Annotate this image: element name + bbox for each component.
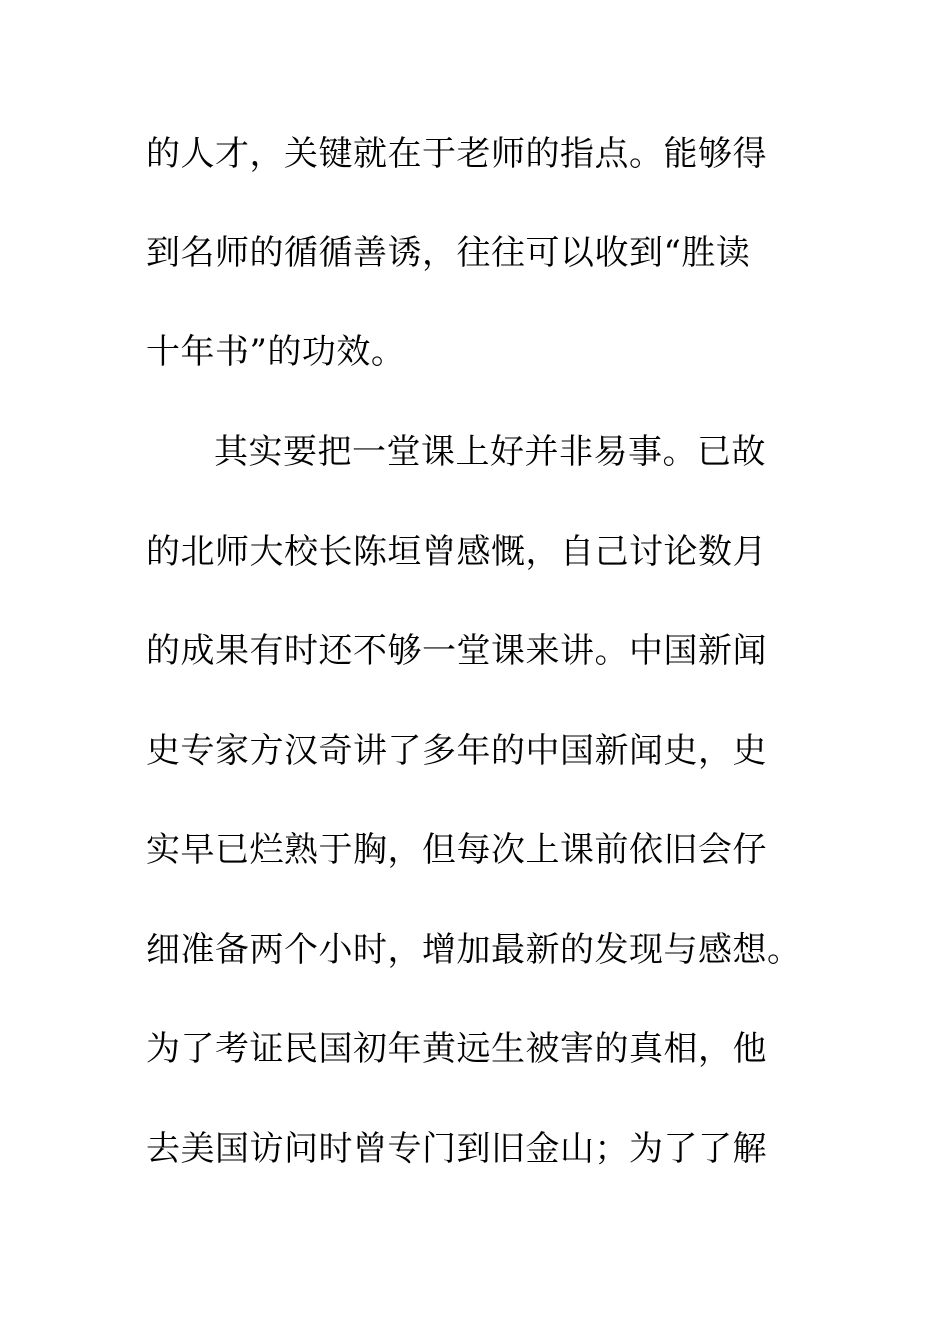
text-line: 的人才，关键就在于老师的指点。能够得	[146, 134, 767, 174]
text-line: 实早已烂熟于胸，但每次上课前依旧会仔	[146, 830, 767, 870]
paragraph-first-line: 其实要把一堂课上好并非易事。已故	[214, 432, 766, 472]
text-line: 史专家方汉奇讲了多年的中国新闻史，史	[146, 731, 767, 771]
text-line: 到名师的循循善诱，往往可以收到“胜读	[146, 233, 751, 273]
text-line: 细准备两个小时，增加最新的发现与感想。	[146, 930, 802, 970]
text-line: 十年书”的功效。	[146, 332, 406, 372]
text-line: 为了考证民国初年黄远生被害的真相，他	[146, 1029, 767, 1069]
text-line: 的北师大校长陈垣曾感慨，自己讨论数月	[146, 532, 767, 572]
text-line: 去美国访问时曾专门到旧金山；为了了解	[146, 1129, 767, 1169]
text-line: 的成果有时还不够一堂课来讲。中国新闻	[146, 631, 767, 671]
